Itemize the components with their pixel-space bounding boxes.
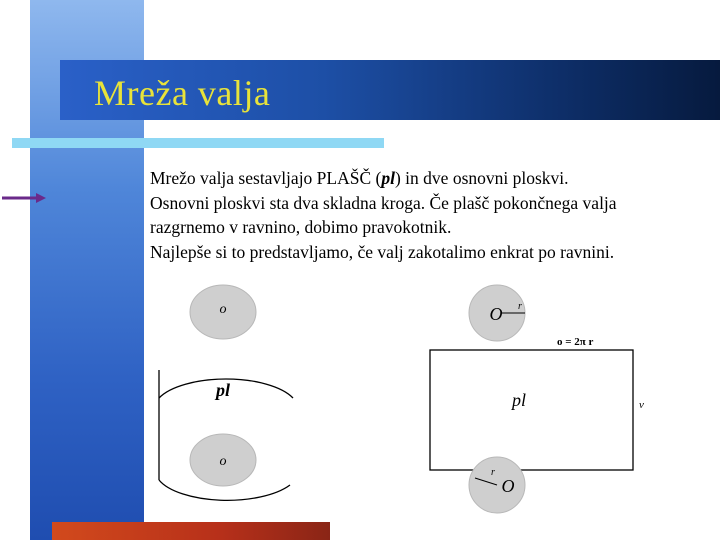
mantle-label: pl	[215, 380, 231, 400]
mantle-rectangle	[430, 350, 633, 470]
bottom-decor-bar	[52, 522, 330, 540]
net-mantle-label: pl	[511, 390, 527, 410]
bullet-arrow-icon	[2, 190, 46, 206]
net-bottom-radius-label: r	[491, 467, 495, 478]
top-base-label: o	[219, 302, 227, 317]
bottom-base-label: o	[219, 454, 227, 469]
slide-title: Mreža valja	[94, 73, 271, 113]
cylinder-3d	[159, 285, 293, 500]
cylinder-net	[430, 285, 644, 513]
cylinder-diagram	[150, 280, 655, 515]
paragraph-4: Najlepše si to predstavljamo, če valj zakotalimo enkrat po ravnini.	[150, 241, 615, 262]
net-bottom-base-label: O	[501, 476, 515, 496]
paragraph-1: Mrežo valja sestavljajo PLAŠČ (pl) in dve osnovni ploskvi.	[150, 168, 569, 188]
circumference-formula: o = 2π r	[557, 336, 594, 348]
height-label: v	[639, 399, 644, 411]
net-top-base-label: O	[489, 304, 503, 324]
paragraph-2: Osnovni ploskvi sta dva skladna kroga. Če plašč pokončnega valja	[150, 192, 617, 213]
paragraph-3: razgrnemo v ravnino, dobimo pravokotnik.	[150, 217, 452, 237]
title-underline	[12, 138, 384, 148]
body-text	[150, 166, 715, 264]
net-top-radius-label: r	[518, 301, 522, 312]
